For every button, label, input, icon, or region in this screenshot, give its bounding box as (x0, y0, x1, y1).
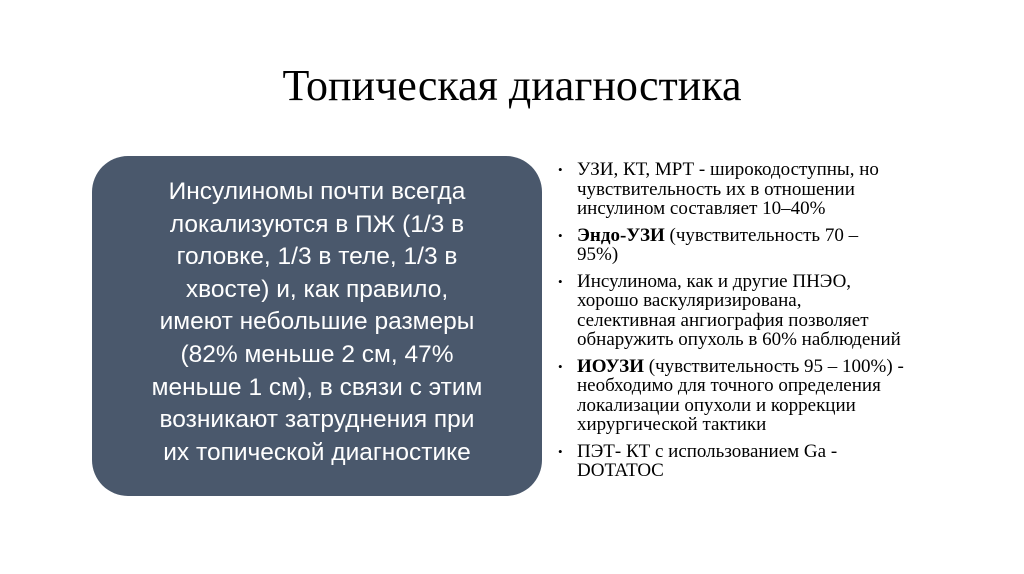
bullet-dot-icon: • (558, 443, 563, 459)
bullet-dot-icon: • (558, 227, 563, 243)
bullet-text: ПЭТ- КТ с использованием Ga - DOTATOC (577, 440, 838, 481)
bullet-bold-term: ИОУЗИ (577, 355, 644, 377)
callout-text: Инсулиномы почти всегда локализуются в ПЖ (1/3 в головке, 1/3 в теле, 1/3 в хвосте) и, как правило, имеют небольшие размеры (82% меньше 2 см, 47% меньше 1 см), в связи с этим возникают затруднения при их топической диагностике (151, 178, 483, 466)
bullet-text: (чувствительность 95 – 100%) - необходимо для точного определения локализации опухоли и коррекции хирургической тактики (577, 355, 904, 435)
slide-title: Топическая диагностика (282, 61, 742, 110)
bullet-text: УЗИ, КТ, МРТ - широкодоступны, но чувствительность их в отношении инсулином составляет 10–40% (577, 159, 879, 219)
bullet-text: (чувствительность 70 – 95%) (577, 224, 859, 265)
callout-box (92, 156, 542, 496)
bullet-bold-term: Эндо-УЗИ (577, 224, 665, 246)
bullet-list (556, 160, 996, 488)
bullet-item-3 (556, 272, 996, 350)
bullet-item-4 (556, 357, 996, 435)
bullet-item-1 (556, 160, 996, 219)
bullet-item-5 (556, 442, 996, 481)
bullet-item-2 (556, 226, 996, 265)
bullet-dot-icon: • (558, 162, 563, 177)
bullet-dot-icon: • (558, 358, 563, 374)
bullet-dot-icon: • (558, 273, 563, 289)
bullet-text: Инсулинома, как и другие ПНЭО, хорошо васкуляризирована, селективная ангиография позволяет обнаружить опухоль в 60% наблюдений (577, 270, 901, 350)
